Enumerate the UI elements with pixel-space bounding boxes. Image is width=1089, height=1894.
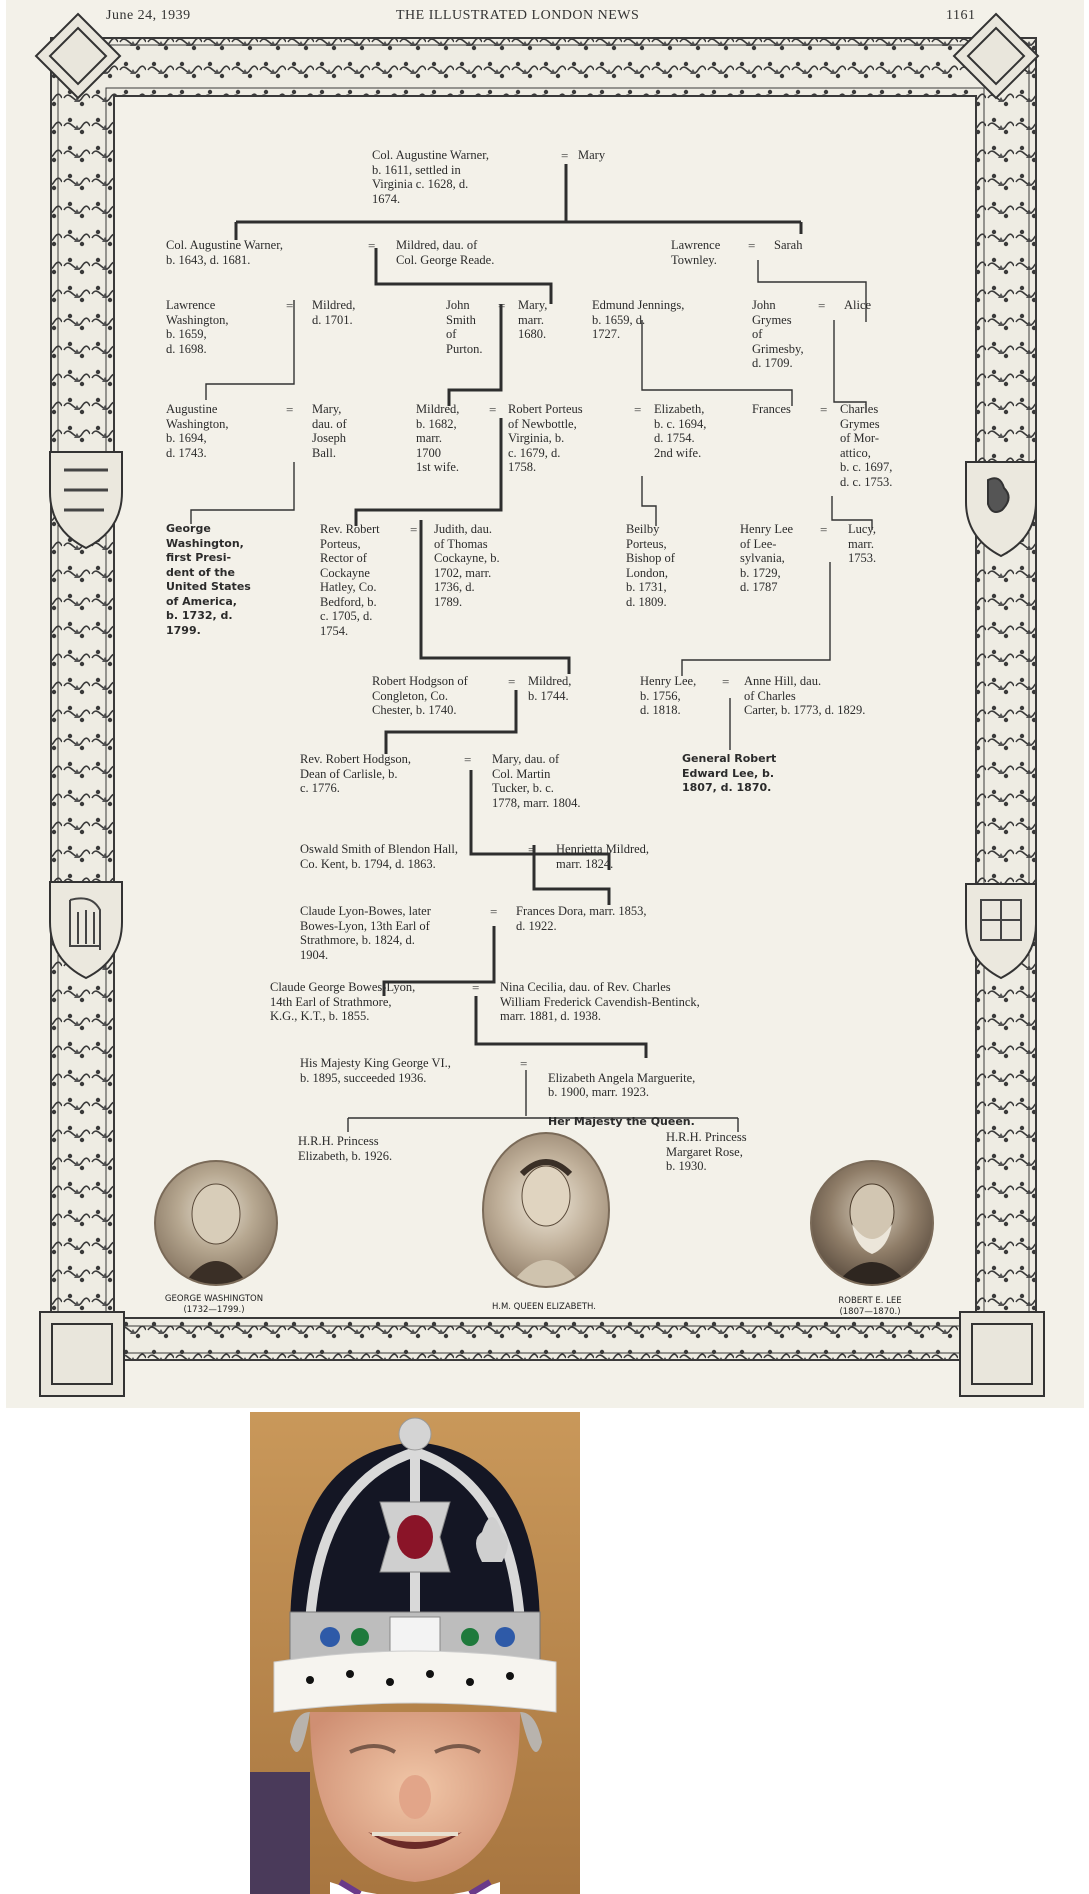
caption-robert-e-lee bbox=[780, 1296, 960, 1318]
edmund-jennings: Edmund Jennings, b. 1659, d. 1727. bbox=[592, 298, 685, 341]
henry-lee-1756: Henry Lee, b. 1756, d. 1818. bbox=[640, 674, 697, 717]
mildred-reade: Mildred, dau. of Col. George Reade. bbox=[396, 238, 495, 267]
marriage-sign: = bbox=[464, 752, 472, 767]
henry-lee-1729: Henry Lee of Lee- sylvania, b. 1729, d. 1787 bbox=[740, 522, 794, 594]
mary-ball: Mary, dau. of Joseph Ball. bbox=[312, 402, 347, 460]
rev-robert-hodgson: Rev. Robert Hodgson, Dean of Carlisle, b. c. 1776. bbox=[300, 752, 411, 795]
caption-washington-dates: (1732—1799.) bbox=[183, 1305, 245, 1315]
charles-grymes: Charles Grymes of Mor- attico, b. c. 1697, d. c. 1753. bbox=[840, 402, 893, 489]
marriage-sign: = bbox=[748, 238, 756, 253]
marriage-sign: = bbox=[368, 238, 376, 253]
rev-robert-porteus: Rev. Robert Porteus, Rector of Cockayne Hatley, Co. Bedford, b. c. 1705, d. 1754. bbox=[320, 522, 380, 638]
frances-dora: Frances Dora, marr. 1853, d. 1922. bbox=[516, 904, 647, 933]
oswald-smith: Oswald Smith of Blendon Hall, Co. Kent, b. 1794, d. 1863. bbox=[300, 842, 458, 871]
mary-1680: Mary, marr. 1680. bbox=[518, 298, 548, 341]
mildred-1744: Mildred, b. 1744. bbox=[528, 674, 572, 703]
claude-george-bowes-lyon: Claude George Bowes-Lyon, 14th Earl of Strathmore, K.G., K.T., b. 1855. bbox=[270, 980, 416, 1023]
john-grymes: John Grymes of Grimesby, d. 1709. bbox=[752, 298, 804, 370]
augustine-warner-sr: Col. Augustine Warner, b. 1611, settled in Virginia c. 1628, d. 1674. bbox=[372, 148, 489, 206]
header-publication: THE ILLUSTRATED LONDON NEWS bbox=[396, 8, 640, 23]
lawrence-townley: Lawrence Townley. bbox=[671, 238, 721, 267]
portrait-queen-elizabeth bbox=[482, 1132, 610, 1288]
marriage-sign: = bbox=[286, 402, 294, 417]
marriage-sign: = bbox=[489, 402, 497, 417]
marriage-sign: = bbox=[508, 674, 516, 689]
queen-elizabeth-name: Elizabeth Angela Marguerite, b. 1900, marr. 1923. bbox=[548, 1070, 696, 1099]
augustine-washington: Augustine Washington, b. 1694, d. 1743. bbox=[166, 402, 229, 460]
princess-margaret: H.R.H. Princess Margaret Rose, b. 1930. bbox=[666, 1130, 747, 1173]
marriage-sign: = bbox=[498, 298, 506, 313]
portrait-face-icon bbox=[812, 1162, 932, 1284]
marriage-sign: = bbox=[722, 674, 730, 689]
caption-lee-name: ROBERT E. LEE bbox=[838, 1296, 902, 1306]
mary-tucker: Mary, dau. of Col. Martin Tucker, b. c. 1778, marr. 1804. bbox=[492, 752, 581, 810]
general-robert-e-lee: General Robert Edward Lee, b. 1807, d. 1870. bbox=[682, 752, 777, 794]
queen-elizabeth-title: Her Majesty the Queen. bbox=[548, 1115, 695, 1128]
header-date: June 24, 1939 bbox=[106, 8, 191, 23]
king-george-vi: His Majesty King George VI., b. 1895, succeeded 1936. bbox=[300, 1056, 451, 1085]
marriage-sign: = bbox=[410, 522, 418, 537]
portrait-face-icon bbox=[484, 1134, 608, 1286]
george-washington: George Washington, first Presi- dent of the United States of America, b. 1732, d. 1799. bbox=[166, 522, 251, 637]
marriage-sign: = bbox=[528, 842, 536, 857]
marriage-sign: = bbox=[634, 402, 642, 417]
john-smith: John Smith of Purton. bbox=[446, 298, 483, 356]
crown-photo bbox=[250, 1412, 580, 1894]
claude-lyon-bowes: Claude Lyon-Bowes, later Bowes-Lyon, 13th Earl of Strathmore, b. 1824, d. 1904. bbox=[300, 904, 431, 962]
corner-ornament-bl bbox=[40, 1312, 124, 1396]
marriage-sign: = bbox=[286, 298, 294, 313]
robert-hodgson: Robert Hodgson of Congleton, Co. Chester, b. 1740. bbox=[372, 674, 468, 717]
portrait-robert-e-lee bbox=[810, 1160, 934, 1286]
caption-lee-dates: (1807—1870.) bbox=[839, 1307, 901, 1317]
princess-elizabeth: H.R.H. Princess Elizabeth, b. 1926. bbox=[298, 1134, 393, 1163]
mary-sr: Mary bbox=[578, 148, 606, 162]
frances: Frances bbox=[752, 402, 791, 416]
marriage-sign: = bbox=[520, 1056, 528, 1071]
marriage-sign: = bbox=[818, 298, 826, 313]
caption-washington-name: GEORGE WASHINGTON bbox=[164, 1294, 264, 1304]
caption-george-washington bbox=[124, 1294, 304, 1316]
robert-porteus: Robert Porteus of Newbottle, Virginia, b. c. 1679, d. 1758. bbox=[508, 402, 583, 474]
mildred-1682: Mildred, b. 1682, marr. 1700 1st wife. bbox=[416, 402, 460, 474]
judith-cockayne: Judith, dau. of Thomas Cockayne, b. 1702, marr. 1736, d. 1789. bbox=[434, 522, 500, 609]
nina-cecilia: Nina Cecilia, dau. of Rev. Charles William Frederick Cavendish-Bentinck, marr. 1881, d. 1938. bbox=[500, 980, 700, 1023]
corner-ornament-br bbox=[960, 1312, 1044, 1396]
augustine-warner-jr: Col. Augustine Warner, b. 1643, d. 1681. bbox=[166, 238, 283, 267]
henrietta-mildred: Henrietta Mildred, marr. 1824. bbox=[556, 842, 650, 871]
mildred-1701: Mildred, d. 1701. bbox=[312, 298, 356, 327]
elizabeth-1694: Elizabeth, b. c. 1694, d. 1754. 2nd wife. bbox=[654, 402, 707, 460]
lucy: Lucy, marr. 1753. bbox=[848, 522, 877, 565]
queen-elizabeth bbox=[548, 1056, 695, 1130]
caption-queen-elizabeth: H.M. QUEEN ELIZABETH. bbox=[492, 1302, 596, 1312]
marriage-sign: = bbox=[490, 904, 498, 919]
beilby-porteus: Beilby Porteus, Bishop of London, b. 1731, d. 1809. bbox=[626, 522, 675, 609]
alice: Alice bbox=[844, 298, 872, 312]
marriage-sign: = bbox=[561, 148, 569, 163]
portrait-george-washington bbox=[154, 1160, 278, 1286]
newspaper-page bbox=[6, 0, 1084, 1408]
lawrence-washington: Lawrence Washington, b. 1659, d. 1698. bbox=[166, 298, 229, 356]
sarah: Sarah bbox=[774, 238, 803, 252]
header-page-number: 1161 bbox=[946, 8, 976, 23]
marriage-sign: = bbox=[820, 522, 828, 537]
anne-hill: Anne Hill, dau. of Charles Carter, b. 1773, d. 1829. bbox=[744, 674, 866, 717]
marriage-sign: = bbox=[472, 980, 480, 995]
portrait-face-icon bbox=[156, 1162, 276, 1284]
marriage-sign: = bbox=[820, 402, 828, 417]
